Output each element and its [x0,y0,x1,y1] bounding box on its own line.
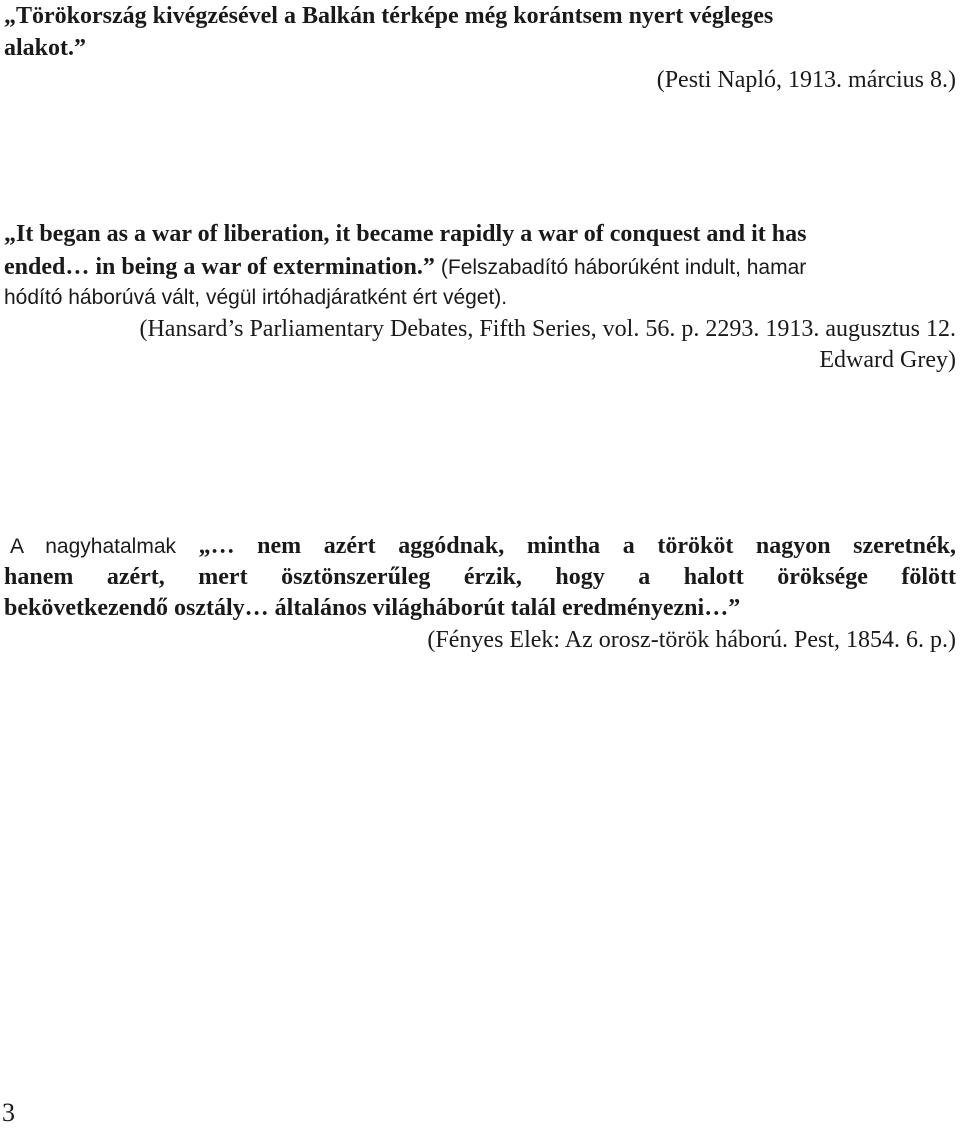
quote-2-english-line-1: „It began as a war of liberation, it became rapidly a war of conquest and it has [4,221,807,247]
quote-3-line-1 [10,530,956,563]
quote-2-hungarian-translation-end: hódító háborúvá vált, végül irtóhadjáratként ért véget). [4,286,508,309]
quote-2-source-line-2: Edward Grey) [819,347,956,373]
quote-2-hungarian-translation-start: (Felszabadító háborúként indult, hamar [440,256,807,279]
quote-2-source-line-1: (Hansard’s Parliamentary Debates, Fifth Series, vol. 56. p. 2293. 1913. augusztus 12. [139,316,956,342]
quote-2-line-2 [4,251,956,284]
quote-2-english-line-2: ended… in being a war of extermination.” [4,254,435,280]
quote-1-line-2: alakot.” [4,35,87,61]
quote-3-text-line-2: hanem azért, mert ösztönszerűleg érzik, hogy a halott öröksége fölött [4,564,956,590]
page-number: 3 [2,1098,15,1127]
quote-1-line-1: „Törökország kivégzésével a Balkán térképe még korántsem nyert végleges [4,3,774,29]
quote-3-intro: A nagyhatalmak [10,535,176,558]
quote-3-text-line-1: „… nem azért aggódnak, mintha a törököt nagyon szeretnék, [198,533,956,559]
quote-3-text-line-3: bekövetkezendő osztály… általános világháborút talál eredményezni…” [4,595,741,621]
quote-3-source: (Fényes Elek: Az orosz-török háború. Pest, 1854. 6. p.) [427,627,956,653]
quote-1-source: (Pesti Napló, 1913. március 8.) [656,67,956,93]
